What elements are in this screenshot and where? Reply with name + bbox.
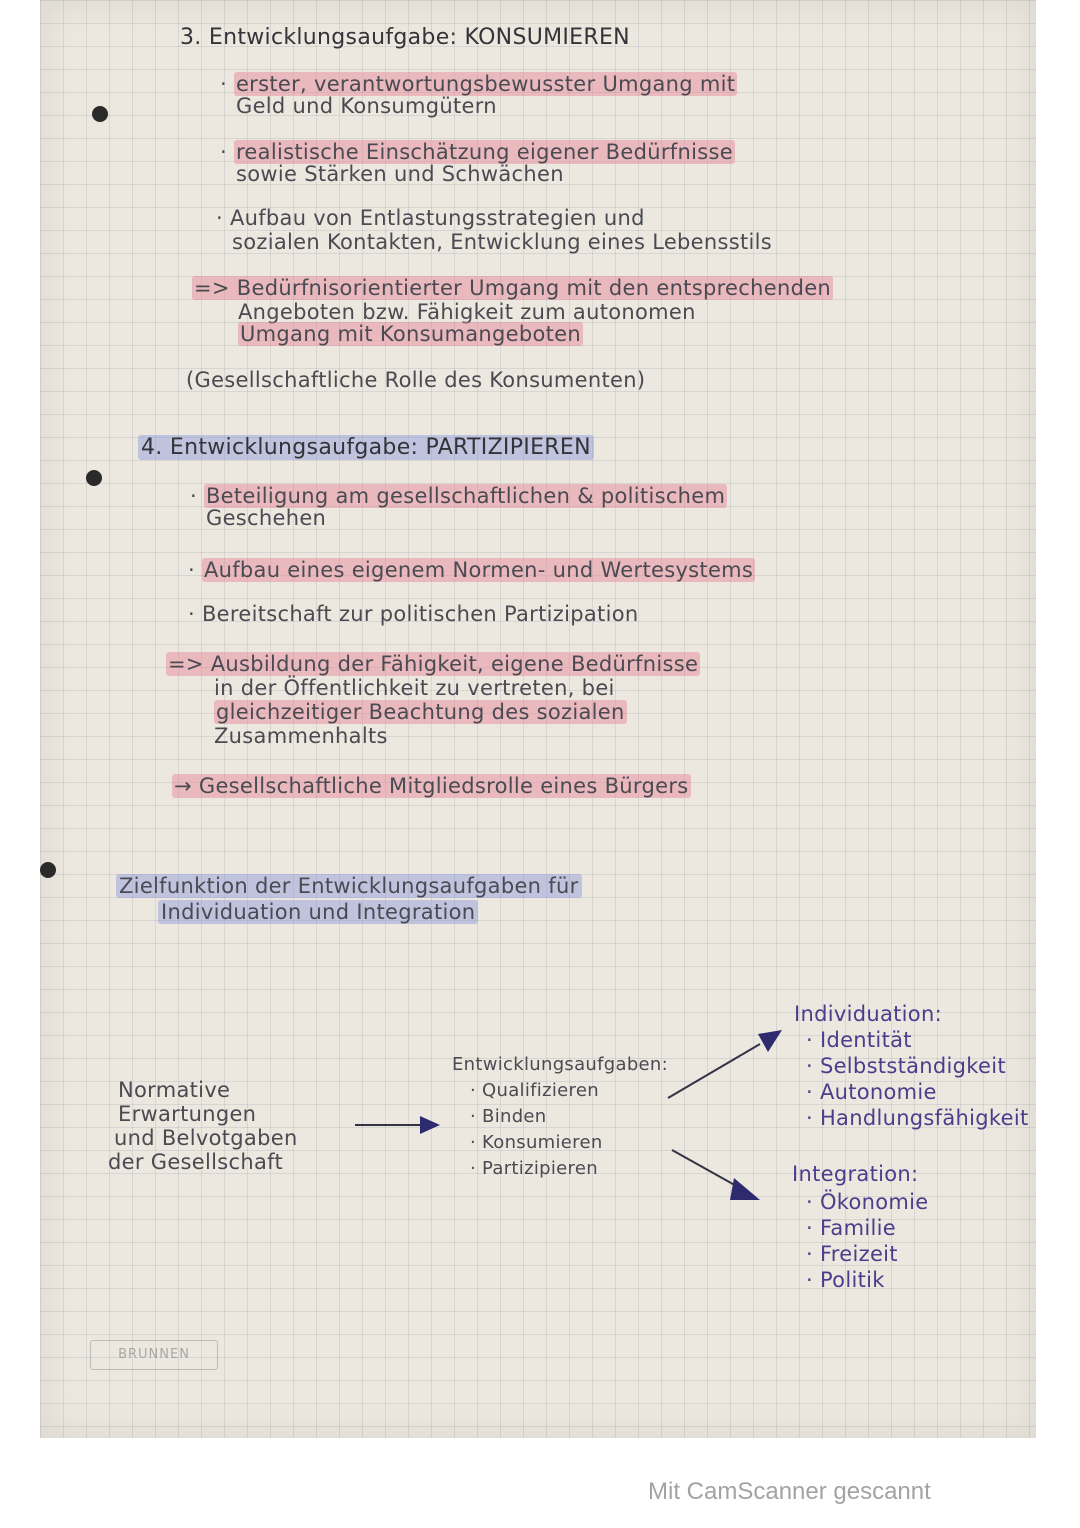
diagram-individuation-item: · Handlungsfähigkeit: [806, 1106, 1029, 1130]
target-heading-line2: Individuation und Integration: [158, 902, 478, 922]
diagram-task: · Qualifizieren: [470, 1080, 599, 1101]
diagram-task: · Konsumieren: [470, 1132, 603, 1153]
section4-item1-line2: Geschehen: [206, 506, 327, 530]
section3-item3-line1: · Aufbau von Entlastungsstrategien und: [216, 206, 645, 230]
section4-item2: · Aufbau eines eigenem Normen- und Wertesystems: [188, 558, 754, 582]
section4-item1-line1: · Beteiligung am gesellschaftlichen & politischem: [190, 484, 726, 508]
section3-item2-line2: sowie Stärken und Schwächen: [236, 162, 564, 186]
section3-item1-line1: · erster, verantwortungsbewusster Umgang mit: [220, 72, 736, 96]
diagram-source-line: und Belvotgaben: [114, 1126, 298, 1150]
section3-conclusion-line2: Angeboten bzw. Fähigkeit zum autonomen: [238, 300, 696, 324]
arrow-to-integration-line: [672, 1150, 740, 1188]
arrow-to-individuation-line: [668, 1044, 760, 1098]
section4-title: 4. Entwicklungsaufgabe: PARTIZIPIEREN: [138, 438, 594, 458]
section4-conclusion-line3: gleichzeitiger Beachtung des sozialen: [216, 700, 625, 724]
section4-conclusion-line4: Zusammenhalts: [214, 724, 388, 748]
diagram-source-line: Erwartungen: [118, 1102, 257, 1126]
diagram-tasks-title: Entwicklungsaufgaben:: [452, 1054, 669, 1075]
arrow-to-tasks-icon: [420, 1116, 440, 1134]
section4-conclusion-line2: in der Öffentlichkeit zu vertreten, bei: [214, 676, 615, 700]
section4-conclusion-line1: => Ausbildung der Fähigkeit, eigene Bedürfnisse: [168, 652, 699, 676]
diagram-individuation-title: Individuation:: [794, 1002, 942, 1026]
arrow-to-individuation-icon: [758, 1030, 782, 1052]
diagram-integration-item: · Freizeit: [806, 1242, 898, 1266]
diagram-integration-item: · Ökonomie: [806, 1190, 929, 1214]
target-heading-line1: Zielfunktion der Entwicklungsaufgaben für: [116, 876, 582, 896]
diagram-individuation-item: · Identität: [806, 1028, 912, 1052]
section3-item3-line2: sozialen Kontakten, Entwicklung eines Lebensstils: [232, 230, 773, 254]
camscanner-watermark: Mit CamScanner gescannt: [648, 1478, 931, 1505]
section3-item1-line2: Geld und Konsumgütern: [236, 94, 497, 118]
diagram-source-line: der Gesellschaft: [108, 1150, 284, 1174]
section3-conclusion-line3: Umgang mit Konsumangeboten: [240, 322, 582, 346]
diagram-individuation-item: · Autonomie: [806, 1080, 937, 1104]
diagram-individuation-item: · Selbstständigkeit: [806, 1054, 1006, 1078]
diagram-source-line: Normative: [118, 1078, 231, 1102]
section4-role: → Gesellschaftliche Mitgliedsrolle eines Bürgers: [174, 774, 689, 798]
section4-item3: · Bereitschaft zur politischen Partizipation: [188, 602, 639, 626]
section3-role: (Gesellschaftliche Rolle des Konsumenten): [186, 368, 646, 392]
section3-conclusion-line1: => Bedürfnisorientierter Umgang mit den entsprechenden: [194, 276, 832, 300]
diagram-integration-item: · Politik: [806, 1268, 885, 1292]
diagram-integration-title: Integration:: [792, 1162, 919, 1186]
arrow-to-integration-icon: [730, 1178, 760, 1200]
brand-stamp: BRUNNEN: [90, 1340, 218, 1370]
diagram-task: · Partizipieren: [470, 1158, 598, 1179]
diagram-integration-item: · Familie: [806, 1216, 896, 1240]
section3-item2-line1: · realistische Einschätzung eigener Bedürfnisse: [220, 140, 733, 164]
diagram-task: · Binden: [470, 1106, 547, 1127]
section3-title: 3. Entwicklungsaufgabe: KONSUMIEREN: [180, 25, 630, 50]
